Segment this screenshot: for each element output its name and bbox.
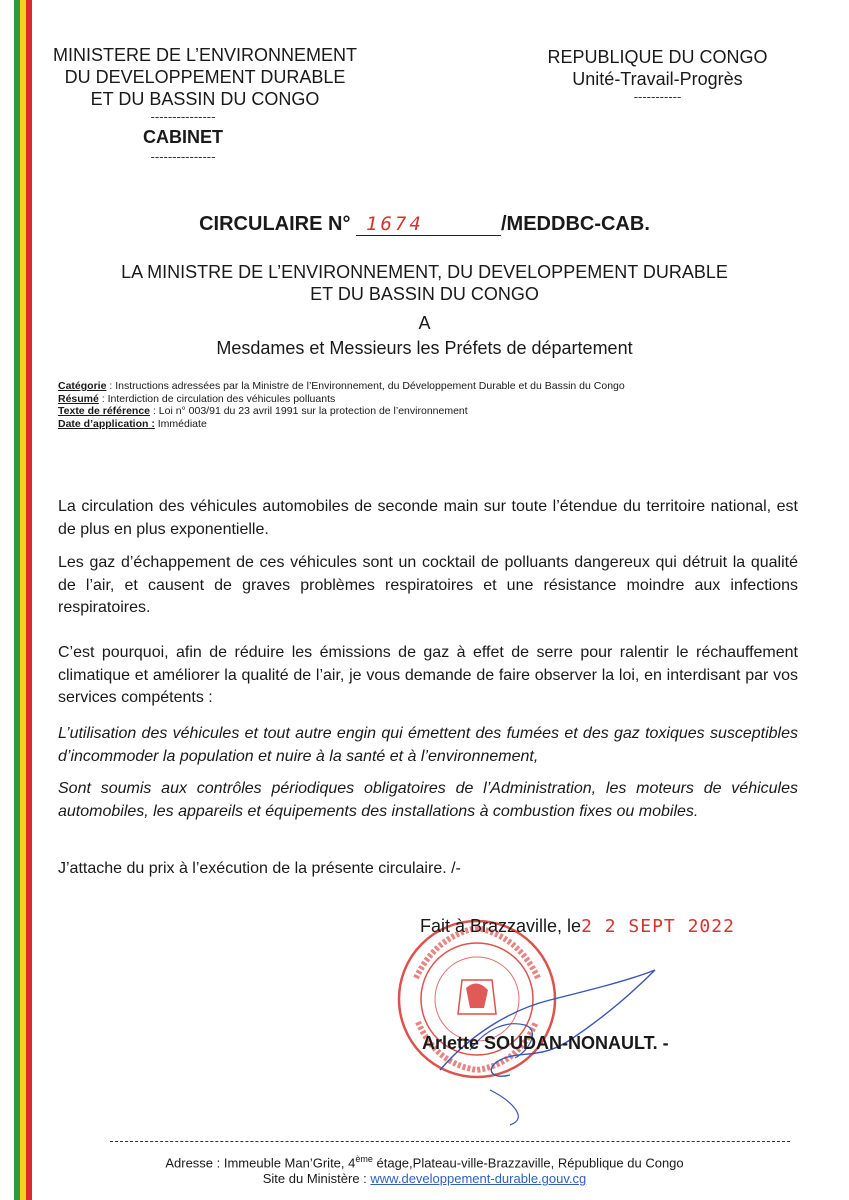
body-paragraph-italic: L’utilisation des véhicules et tout autre engin qui émettent des fumées et des gaz toxiques susceptibles d’incommoder la population et nuire à la santé et à l’environnement, — [58, 725, 798, 765]
body-paragraph: Les gaz d’échappement de ces véhicules sont un cocktail de polluants dangereux qui détruit la qualité de l’air, et causent de graves problèmes respiratoires et une résistance moindre aux infections respiratoires. — [58, 554, 798, 616]
site-label: Site du Ministère : — [262, 1171, 371, 1187]
body-paragraph: C’est pourquoi, afin de réduire les émissions de gaz à effet de serre pour ralentir le réchauffement climatique et améliorer la qualité de l’air, je vous demande de faire observer la loi, en interdisant par vos services compétents : — [58, 644, 798, 706]
place-and-date — [420, 916, 735, 937]
republic-header — [530, 46, 785, 104]
meta-row — [58, 418, 625, 431]
meta-value: : Loi n° 003/91 du 23 avril 1991 sur la protection de l’environnement — [150, 405, 468, 417]
circulaire-title — [0, 213, 849, 236]
closing-paragraph: J’attache du prix à l’exécution de la présente circulaire. /- — [58, 860, 461, 877]
place-label: Fait à Brazzaville, le — [420, 916, 582, 936]
cabinet-block — [118, 110, 248, 164]
ministry-header — [40, 44, 370, 110]
footer — [0, 1151, 849, 1187]
republic-motto: Unité-Travail-Progrès — [572, 69, 743, 89]
circulaire-number: 1674 — [356, 213, 501, 236]
meta-row — [58, 405, 625, 418]
flag-stripe-red — [26, 0, 32, 1200]
meta-value: Immédiate — [154, 417, 207, 430]
cabinet-label: CABINET — [143, 127, 223, 147]
meta-key: Date d’application : — [58, 417, 155, 430]
separator-dashes: --------------- — [150, 109, 216, 124]
site-link[interactable]: www.developpement-durable.gouv.cg — [370, 1171, 587, 1187]
meta-row — [58, 380, 625, 393]
minister-title — [0, 261, 849, 305]
meta-key: Texte de référence — [58, 405, 151, 417]
meta-key: Résumé — [58, 392, 99, 405]
metadata-block — [58, 380, 625, 430]
ministry-line: MINISTERE DE L’ENVIRONNEMENT — [52, 45, 358, 65]
addressee-a: A — [418, 313, 431, 333]
meta-key: Catégorie — [58, 380, 107, 392]
separator-dashes: ----------- — [633, 89, 682, 104]
body-paragraph-italic: Sont soumis aux contrôles périodiques obligatoires de l’Administration, les moteurs de véhicules automobiles, les appareils et équipements des installations à combustion fixes ou mobiles. — [58, 780, 798, 820]
minister-line: ET DU BASSIN DU CONGO — [310, 284, 539, 304]
circulaire-suffix: /MEDDBC-CAB. — [501, 213, 650, 235]
date-stamp: 2 2 SEPT 2022 — [581, 916, 735, 937]
ministry-line: ET DU BASSIN DU CONGO — [90, 89, 320, 109]
meta-value: : Interdiction de circulation des véhicules polluants — [98, 392, 336, 405]
meta-value: : Instructions adressées par la Ministre de l’Environnement, du Développement Durable et du Bassin du Congo — [106, 380, 625, 392]
minister-line: LA MINISTRE DE L’ENVIRONNEMENT, DU DEVELOPPEMENT DURABLE — [121, 262, 728, 282]
address-sup: ème — [355, 1154, 373, 1164]
meta-row — [58, 393, 625, 406]
footer-divider — [110, 1141, 790, 1142]
footer-address — [0, 1151, 849, 1171]
address-post: étage,Plateau-ville-Brazzaville, République du Congo — [372, 1155, 684, 1171]
body-paragraph: La circulation des véhicules automobiles de seconde main sur toute l’étendue du territoire national, est de plus en plus exponentielle. — [58, 498, 798, 538]
address-pre: Adresse : Immeuble Man’Grite, 4 — [165, 1155, 356, 1171]
republic-name: REPUBLIQUE DU CONGO — [547, 47, 768, 67]
circulaire-prefix: CIRCULAIRE N° — [199, 213, 351, 235]
recipients: Mesdames et Messieurs les Préfets de département — [216, 338, 633, 358]
separator-dashes: --------------- — [150, 149, 216, 164]
ministry-line: DU DEVELOPPEMENT DURABLE — [64, 67, 346, 87]
signer-name: Arlette SOUDAN-NONAULT. - — [422, 1033, 669, 1053]
footer-site — [0, 1171, 849, 1187]
